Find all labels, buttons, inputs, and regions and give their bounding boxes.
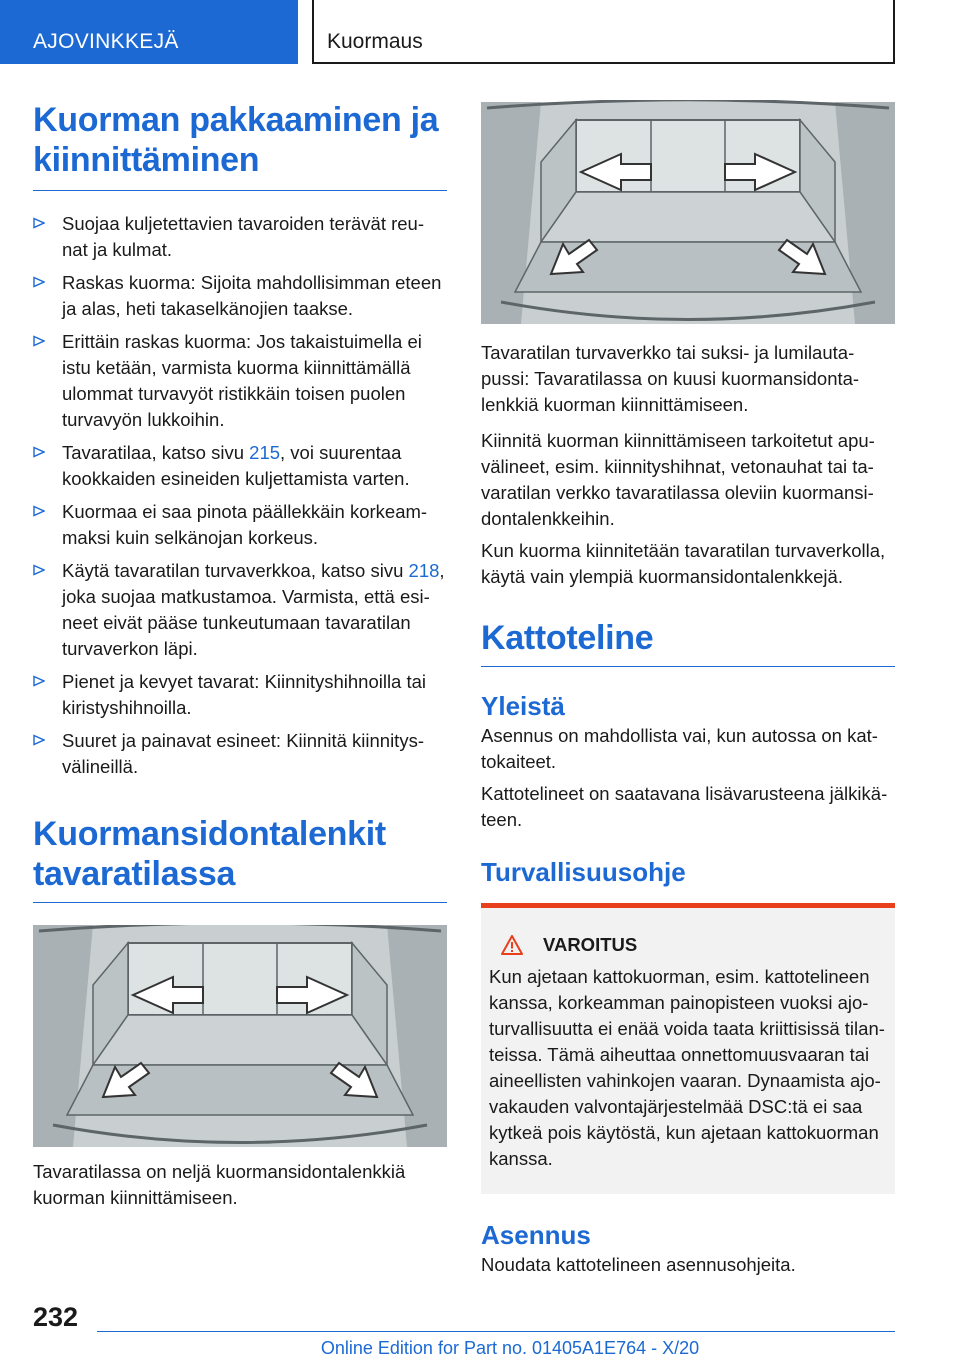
paragraph: Noudata kattotelineen asennusohjeita. xyxy=(481,1254,796,1275)
warning-text: Kun ajetaan kattokuorman, esim. kattotelineen kanssa, korkeamman painopisteen vuoksi ajo-turvallisuutta ei enää voida taata kriittisissä tilan-teissa. Tämä aiheuttaa onnettomuusvaaran tai aineellisten vahinkojen vaaran. Dynaamista ajo-vakauden valvontajärjestelmää DSC:tä ei saa kytkeä pois käytöstä, kun ajetaan kattokuorman kanssa. xyxy=(489,966,885,1169)
list-item: Raskas kuorma: Sijoita mahdollisimman eteen ja alas, heti takaselkänojien taakse. xyxy=(33,270,447,322)
section-rule xyxy=(33,902,447,903)
list-item: Tavaratilaa, katso sivu 215, voi suurentaa kookkaiden esineiden kuljettamista varten. xyxy=(33,440,447,492)
left-column xyxy=(33,100,447,1211)
right-column xyxy=(481,100,895,1278)
header-section-label: AJOVINKKEJÄ xyxy=(0,0,298,64)
warning-header xyxy=(501,934,887,956)
footer-edition: Online Edition for Part no. 01405A1E764 - X/20 xyxy=(320,1338,700,1358)
list-item: Suuret ja painavat esineet: Kiinnitä kiinnitys-välineillä. xyxy=(33,728,447,780)
warning-box xyxy=(481,903,895,1194)
trunk-four-lashing-eyes-image xyxy=(33,925,447,1147)
paragraph: Kun kuorma kiinnitetään tavaratilan turvaverkolla, käytä vain ylempiä kuormansidontalenkkejä. xyxy=(481,540,886,587)
triangle-bullet-icon xyxy=(33,675,45,687)
page-link-218[interactable]: 218 xyxy=(408,560,440,581)
list-item: Erittäin raskas kuorma: Jos takaistuimella ei istu ketään, varmista kuorma kiinnittämällä ulommat turvavyöt ristikkäin toisen puolen turvavyön lukkoihin. xyxy=(33,329,447,433)
list-item: Käytä tavaratilan turvaverkkoa, katso sivu 218, joka suojaa matkustamoa. Varmista, että esi-neet eivät pääse tunkeutumaan tavaratilan turvaverkon läpi. xyxy=(33,558,447,662)
warning-label: VAROITUS xyxy=(543,934,638,955)
paragraph: Kiinnitä kuorman kiinnittämiseen tarkoitetut apu-välineet, esim. kiinnityshihnat, vetonauhat tai ta-varatilan verkko tavaratilassa oleviin kuormansi-dontalenkkeihin. xyxy=(481,430,875,529)
page-link-215[interactable]: 215 xyxy=(249,442,281,463)
header-topic-label: Kuormaus xyxy=(312,0,895,64)
section-title-roof-rack: Kattoteline xyxy=(481,619,654,657)
paragraph: Asennus on mahdollista vai, kun autossa on kat-tokaiteet. xyxy=(481,725,878,772)
section-rule xyxy=(33,190,447,191)
figure-caption: Tavaratilassa on neljä kuormansidontalenkkiä kuorman kiinnittämiseen. xyxy=(33,1161,406,1208)
triangle-bullet-icon xyxy=(33,335,45,347)
subheading-safety: Turvallisuusohje xyxy=(481,857,686,887)
paragraph: Kattotelineet on saatavana lisävarusteena jälkikä-teen. xyxy=(481,783,888,830)
footer-rule xyxy=(97,1331,895,1332)
triangle-bullet-icon xyxy=(33,217,45,229)
figure-caption: Tavaratilan turvaverkko tai suksi- ja lumilauta-pussi: Tavaratilassa on kuusi kuormansidonta-lenkkiä kuorman kiinnittämiseen. xyxy=(481,342,860,415)
packing-list xyxy=(33,211,447,780)
section-rule xyxy=(481,666,895,667)
list-item: Suojaa kuljetettavien tavaroiden terävät reu-nat ja kulmat. xyxy=(33,211,447,263)
triangle-bullet-icon xyxy=(33,564,45,576)
list-item: Kuormaa ei saa pinota päällekkäin korkeam-maksi kuin selkänojan korkeus. xyxy=(33,499,447,551)
section-title-tie-downs: Kuormansidontalenkit tavaratilassa xyxy=(33,815,386,893)
trunk-six-lashing-eyes-image xyxy=(481,100,895,326)
subheading-installation: Asennus xyxy=(481,1220,591,1250)
page-number: 232 xyxy=(33,1302,79,1332)
triangle-bullet-icon xyxy=(33,734,45,746)
subheading-general: Yleistä xyxy=(481,691,565,721)
triangle-bullet-icon xyxy=(33,276,45,288)
list-item: Pienet ja kevyet tavarat: Kiinnityshihnoilla tai kiristyshihnoilla. xyxy=(33,669,447,721)
section-title-packing: Kuorman pakkaaminen ja kiinnittäminen xyxy=(33,101,439,179)
triangle-bullet-icon xyxy=(33,505,45,517)
triangle-bullet-icon xyxy=(33,446,45,458)
warning-triangle-icon xyxy=(501,935,523,955)
